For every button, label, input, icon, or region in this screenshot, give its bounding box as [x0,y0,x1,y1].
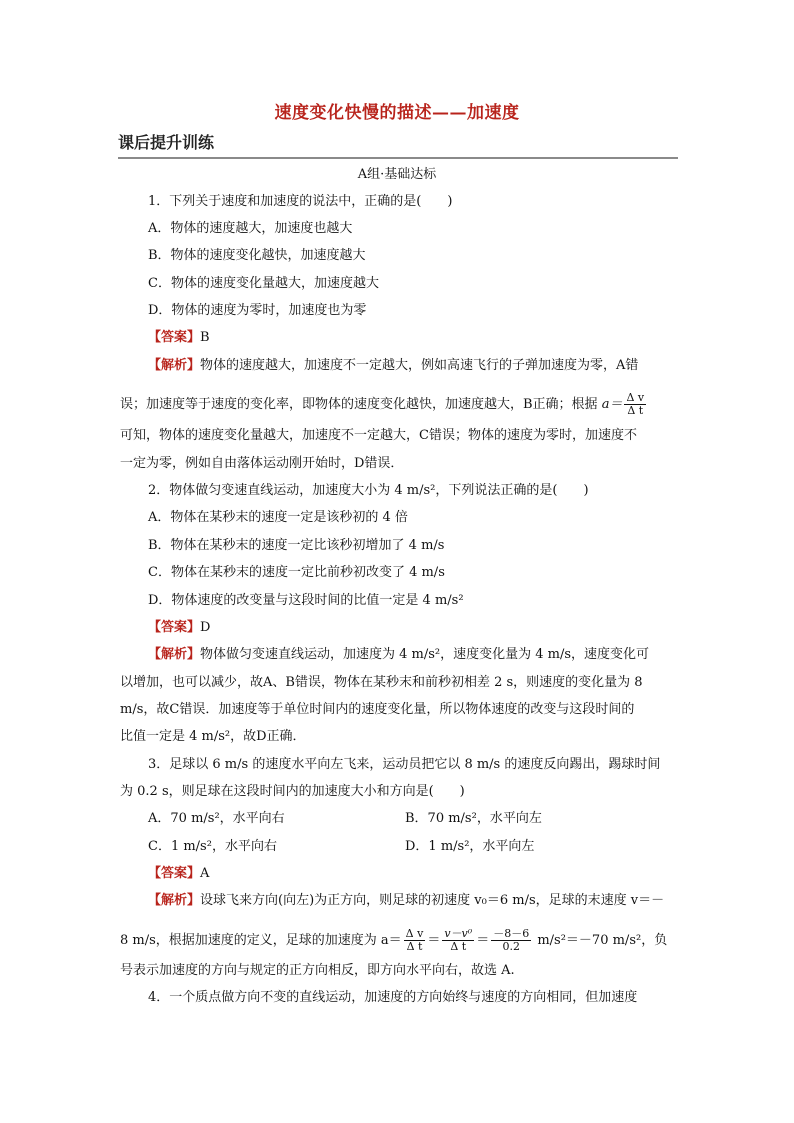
fraction-denominator: Δ t [450,940,467,953]
fraction-v-minus-v0 [442,928,474,953]
fraction-dv-dt [404,928,426,953]
section-header: 课后提升训练 [118,130,678,159]
q3-stem-line-1: 3．足球以 6 m/s 的速度水平向左飞来，运动员把它以 8 m/s 的速度反向踢出，踢球时间 [148,757,661,772]
fraction-denominator: 0.2 [502,940,520,953]
q3-stem-line-2: 为 0.2 s，则足球在这段时间内的加速度大小和方向是( ) [120,784,465,799]
fraction-numerator: v－v⁰ [444,927,473,940]
q3-option-b: B．70 m/s²，水平向左 [405,811,542,826]
q2-option-b: B．物体在某秒末的速度一定比该秒初增加了 4 m/s [148,538,445,553]
answer-tag: 【答案】 [148,330,201,345]
answer-tag: 【答案】 [148,866,201,881]
q3-option-d: D．1 m/s²，水平向左 [405,839,535,854]
q1-option-a: A．物体的速度越大，加速度也越大 [148,221,353,236]
equals-sign: ＝ [476,933,490,948]
answer-value: A [200,866,210,881]
analysis-text: 物体的速度越大，加速度不一定越大，例如高速飞行的子弹加速度为零，A错 [200,358,639,373]
q2-stem: 2．物体做匀变速直线运动，加速度大小为 4 m/s²，下列说法正确的是( ) [148,483,589,498]
q1-analysis-line-3: 可知，物体的速度变化量越大，加速度不一定越大，C错误；物体的速度为零时，加速度不 [120,428,637,443]
q2-option-a: A．物体在某秒末的速度一定是该秒初的 4 倍 [148,510,408,525]
analysis-text: 物体做匀变速直线运动，加速度为 4 m/s²，速度变化量为 4 m/s，速度变化可 [200,647,650,662]
formula-a: a＝ [601,397,623,412]
q2-option-d: D．物体速度的改变量与这段时间的比值一定是 4 m/s² [148,593,464,608]
q3-option-c: C．1 m/s²，水平向右 [148,839,277,854]
analysis-tag: 【解析】 [148,358,201,373]
fraction-numerator: Δ v [405,927,424,940]
q2-analysis-line-3: m/s，故C错误．加速度等于单位时间内的速度变化量，所以物体速度的改变与这段时间的 [120,702,635,717]
page-title: 速度变化快慢的描述——加速度 [274,103,520,123]
q2-analysis-line-2: 以增加，也可以减少，故A、B错误，物体在某秒末和前秒初相差 2 s，则速度的变化量为 8 [120,675,643,690]
fraction-dv-dt [624,392,646,417]
q1-analysis-line-1 [148,358,638,374]
q2-option-c: C．物体在某秒末的速度一定比前秒初改变了 4 m/s [148,565,445,580]
q1-stem: 1．下列关于速度和加速度的说法中，正确的是( ) [148,194,453,209]
answer-value: B [200,330,210,345]
q4-stem: 4．一个质点做方向不变的直线运动，加速度的方向始终与速度的方向相同，但加速度 [148,990,638,1005]
fraction-denominator: Δ t [406,940,423,953]
fraction-numeric [491,928,531,953]
analysis-text: 8 m/s，根据加速度的定义，足球的加速度为 a＝ [120,933,402,948]
answer-value: D [200,620,211,635]
group-label: A组·基础达标 [357,167,437,182]
answer-tag: 【答案】 [148,620,201,635]
q2-answer [148,620,210,636]
fraction-denominator: Δ t [627,404,644,417]
q1-option-b: B．物体的速度变化越快，加速度越大 [148,248,366,263]
q2-analysis-line-4: 比值一定是 4 m/s²，故D正确． [120,729,306,744]
analysis-text: m/s²＝－70 m/s²，负 [537,933,668,948]
analysis-tag: 【解析】 [148,647,201,662]
q3-analysis-line-2 [120,928,667,953]
fraction-numerator: Δ v [626,391,645,404]
q1-option-d: D．物体的速度为零时，加速度也为零 [148,303,367,318]
q1-answer [148,330,210,346]
q3-option-a: A．70 m/s²，水平向右 [148,811,285,826]
q2-analysis-line-1 [148,647,649,663]
equals-sign: ＝ [427,933,441,948]
analysis-text: 设球飞来方向(向左)为正方向，则足球的初速度 v₀＝6 m/s，足球的末速度 v＝－ [200,893,665,908]
q3-answer [148,866,209,882]
q3-analysis-line-3: 号表示加速度的方向与规定的正方向相反，即方向水平向右，故选 A. [120,963,515,978]
fraction-numerator: －8－6 [493,927,530,940]
analysis-tag: 【解析】 [148,893,201,908]
q1-analysis-line-4: 一定为零，例如自由落体运动刚开始时，D错误． [120,456,404,471]
q1-analysis-line-2 [120,392,648,417]
q3-analysis-line-1 [148,893,664,909]
q1-option-c: C．物体的速度变化量越大，加速度越大 [148,276,379,291]
analysis-text: 误；加速度等于速度的变化率，即物体的速度变化越快，加速度越大，B正确；根据 [120,397,598,412]
